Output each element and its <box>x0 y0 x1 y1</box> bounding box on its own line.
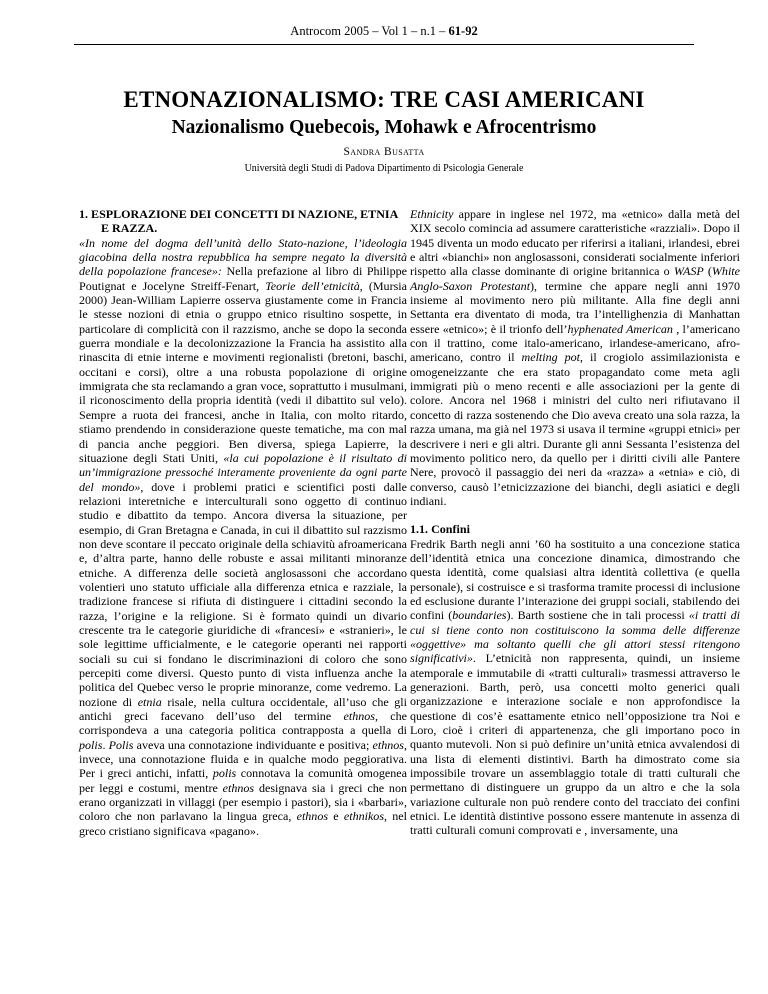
subsection-heading: 1.1. Confini <box>410 522 470 537</box>
left-column <box>79 207 407 838</box>
book-title: Teorie dell’etnicità <box>265 278 360 293</box>
page-range: 61-92 <box>448 24 478 38</box>
section-heading: 1. ESPLORAZIONE DEI CONCETTI DI NAZIONE, ETNIA E RAZZA. <box>79 207 398 236</box>
article-title: ETNONAZIONALISMO: TRE CASI AMERICANI <box>123 87 645 112</box>
intro-paragraph: «In nome del dogma dell’unità dello Stato-nazione, l’ideologia giacobina della nostra repubblica ha sempre negato la diversità della popolazione francese»: Nella prefazione al libro di Philippe Poutignat e Jocelyne Streiff-Fenart, Teorie dell’etnicità, (Mursia 2000) Jean-William Lapierre osserva giustamente come in Francia le stesse nozioni di etnia o gruppo etnico risultino sospette, in particolare di complicità con il razzismo, anche se dopo la seconda guerra mondiale e la decolonizzazione la Francia ha assistito alla rinascita di etnie interne e movimenti regionalisti (bretoni, baschi, occitani e corsi), oltre a una robusta popolazione di origine immigrata che sta reclamando a gran voce, soprattutto i musulmani, il riconoscimento della propria identità (vedi il dibattito sul velo). Sempre a ruota dei francesi, anche in Italia, con molto ritardo, stiamo prendendo in considerazione queste tematiche, ma con mal di pancia anche peggiori. Ben diversa, spiega Lapierre, la situazione degli Stati Uniti, «la cui popolazione è il risultato di un’immigrazione pressoché interamente proveniente da ogni parte del mondo», dove i problemi pratici e scientifici posti dalle relazioni interetniche e interculturali sono oggetto di continuo studio e dibattito da tempo. Ancora diversa la situazione, per esempio, di Gran Bretagna e Canada, in cui il dibattito sul razzismo non deve scontare il peccato originale della schiavitù afroamericana e, d’altra parte, hanno delle robuste e assai militanti minoranze etniche. A differenza delle società anglosassoni che accordano volentieri uno statuto ufficiale alla differenza etnica e razziale, la tradizione francese si rifiuta di distinguere i cittadini secondo la razza, l’origine e la religione. Si è formato quindi un divario crescente tra le categorie giuridiche di «francesi» e «stranieri», le sole legittime ufficialmente, e le categorie operanti nei rapporti sociali su cui si fondano le discriminazioni di coloro che sono percepiti come diversi. Questo punto di vista influenza anche la politica del Quebec verso le proprie minoranze, come vedremo. La nozione di etnia risale, nella cultura occidentale, all’uso che gli antichi greci facevano dell’uso del termine ethnos, che corrispondeva a una categoria politica contrapposta a quella di polis. Polis aveva una connotazione individuante e positiva; ethnos, invece, una connotazione fluida e in qualche modo peggiorativa. Per i greci antichi, infatti, polis connotava la comunità omogenea per leggi e costumi, mentre ethnos designava sia i greci che non erano organizzati in villaggi (per esempio i pastori), sia i «barbari», coloro che non parlavano la lingua greca, ethnos e ethnikos, nel greco cristiano significava «pagano». <box>79 235 408 838</box>
right-column <box>410 207 740 838</box>
opening-quote: «In nome del dogma dell’unità dello Stato-nazione, l’ideologia giacobina della nostra repubblica ha sempre negato la diversità della popolazione francese»: <box>79 235 407 279</box>
author-affiliation: Università degli Studi di Padova Dipartimento di Psicologia Generale <box>244 163 524 174</box>
inline-quote: «la cui popolazione è il risultato di un’immigrazione pressoché interamente proveniente da ogni parte del mondo» <box>79 450 407 494</box>
barth-quote: «i tratti di cui si tiene conto non costituiscono la somma delle differenze «oggettive» ma soltanto quelli che gli attori stessi ritengono significativi» <box>410 608 740 666</box>
journal-citation: Antrocom 2005 – Vol 1 – n.1 – <box>290 24 446 38</box>
boundaries-paragraph: Fredrik Barth negli anni ’60 ha sostituito a una concezione statica dell’identità etnica una concezione dinamica, dimostrando che questa identità, come qualsiasi altra identità collettiva (e quella personale), si costruisce e si trasforma tramite processi di inclusione ed esclusione durante l’interazione dei gruppi sociali, stabilendo dei confini (boundaries). Barth sostiene che in tali processi «i tratti di cui si tiene conto non costituiscono la somma delle differenze «oggettive» ma soltanto quelli che gli attori stessi ritengono significativi». L’etnicità non rappresenta, quindi, un insieme atemporale e immutabile di «tratti culturali» trasmessi attraverso le generazioni. Barth, però, usa concetti molto generici quali organizzazione e interazione sociale e non approfondisce la questione di cos’è esattamente etnico nell’opposizione tra Noi e Loro, cioè i criteri di appartenenza, che gli importano poco in quanto mutevoli. Non si può definire un’unità etnica avvalendosi di una lista di elementi distintivi. Barth ha dimostrato come sia impossibile trovare un assemblaggio totale di tratti culturali che permettano di distinguere un gruppo da un altro e che la sola variazione culturale non può rendere conto del tracciato dei confini etnici. Le identità distintive possono essere mantenute in assenza di tratti culturali comuni comprovati e , inversamente, una <box>410 536 740 838</box>
ethnicity-paragraph: Ethnicity appare in inglese nel 1972, ma «etnico» dalla metà del XIX secolo comincia ad assumere caratteristiche «razziali». Dopo il 1945 diventa un modo educato per riferirsi a italiani, irlandesi, ebrei e altri «bianchi» non anglosassoni, considerati socialmente inferiori rispetto alla classe dominante di origine britannica o WASP (White Anglo-Saxon Protestant), termine che appare negli anni 1970 insieme al movimento nero più militante. Alla fine degli anni Settanta era diventato di moda, tra l’intellighenzia di Manhattan essere «etnico»; è il trionfo dell’hyphenated American , l’americano con il trattino, come italo-americano, irlandese-americano, afro-americano, contro il melting pot, il crogiolo assimilazionista e omogeneizzante che era stato propagandato come meta agli immigrati più o meno recenti e alle associazioni per la gente di colore. Ancora nel 1968 i ministri del culto neri rifiutavano il concetto di razza sostenendo che Dio aveva creato una sola razza, la razza umana, ma già nel 1973 si usava il termine «gruppi etnici» per descrivere i neri e gli altri. Durante gli anni Sessanta l’esistenza del movimento politico nero, da quello per i diritti civili alle Pantere Nere, provocò il passaggio dei neri da «razza» a «etnia» e ciò, di converso, causò l’etnicizzazione dei bianchi, degli asiatici e degli indiani. <box>410 207 741 508</box>
journal-header <box>74 24 694 45</box>
author-name: Sandra Busatta <box>343 146 425 158</box>
article-subtitle: Nazionalismo Quebecois, Mohawk e Afrocentrismo <box>171 117 597 138</box>
